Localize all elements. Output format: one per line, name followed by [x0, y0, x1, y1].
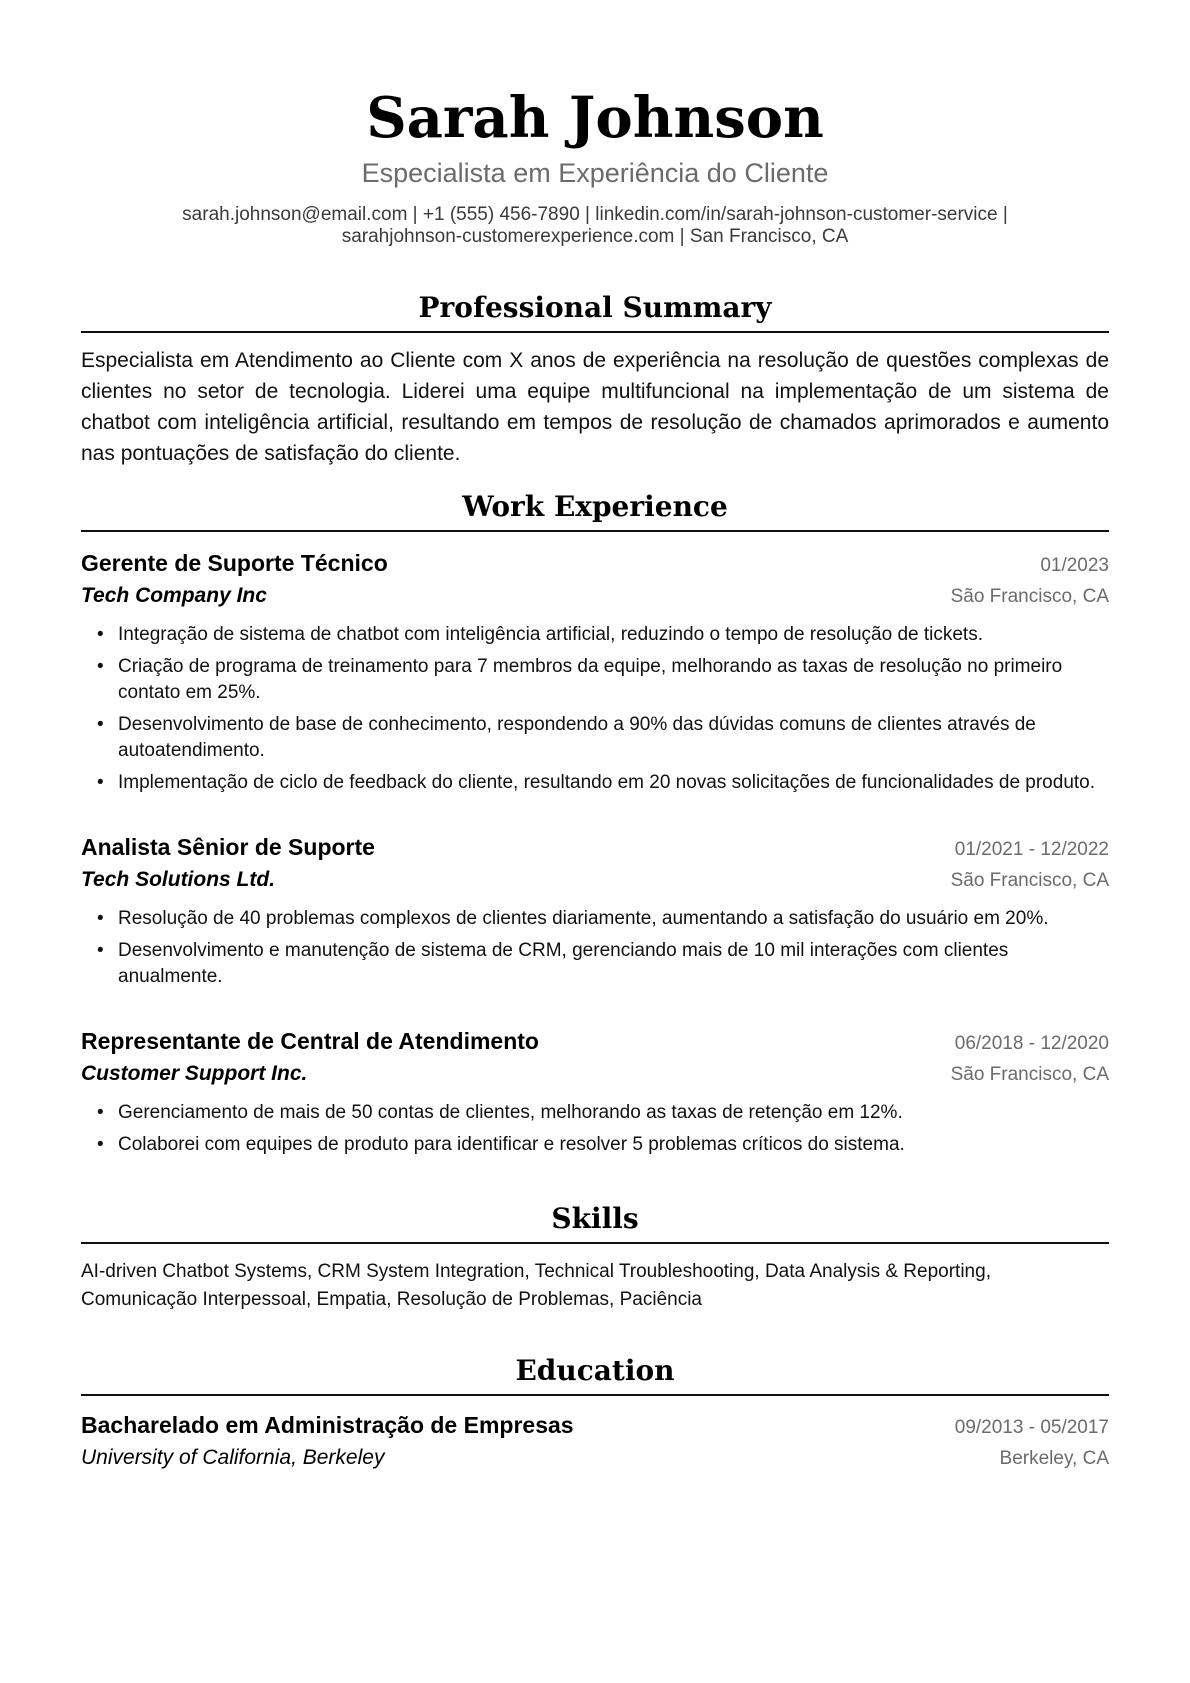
job-date: 06/2018 - 12/2020 — [954, 1033, 1109, 1054]
education-entry — [81, 1410, 1109, 1474]
experience-section — [81, 488, 1109, 1158]
education-heading: Education — [81, 1352, 1109, 1396]
job-location: São Francisco, CA — [950, 586, 1109, 607]
job-location: São Francisco, CA — [950, 870, 1109, 891]
skills-line-1: AI-driven Chatbot Systems, CRM System Integration, Technical Troubleshooting, Data Analysis & Reporting, — [81, 1261, 991, 1282]
education-section — [81, 1352, 1109, 1474]
job-bullet: • Gerenciamento de mais de 50 contas de clientes, melhorando as taxas de retenção em 12%. — [118, 1100, 1109, 1126]
education-school-row — [81, 1443, 1109, 1474]
job-bullet: • Desenvolvimento e manutenção de sistema de CRM, gerenciando mais de 10 mil interações com clientes anualmente. — [118, 938, 1109, 990]
job-entry — [81, 548, 1109, 796]
job-title: Analista Sênior de Suporte — [81, 834, 375, 860]
job-title: Gerente de Suporte Técnico — [81, 550, 388, 576]
job-bullet: • Integração de sistema de chatbot com inteligência artificial, reduzindo o tempo de resolução de tickets. — [118, 622, 1109, 648]
contact-line-2: sarahjohnson-customerexperience.com | San Francisco, CA — [341, 226, 849, 247]
job-company: Customer Support Inc. — [81, 1062, 308, 1085]
skills-list — [81, 1258, 1109, 1314]
job-bullet: • Implementação de ciclo de feedback do cliente, resultando em 20 novas solicitações de funcionalidades de produto. — [118, 770, 1109, 796]
summary-heading: Professional Summary — [81, 289, 1109, 333]
job-header-row — [81, 832, 1109, 865]
job-bullets — [81, 622, 1109, 796]
job-entry — [81, 832, 1109, 990]
job-entry — [81, 1026, 1109, 1158]
job-location: São Francisco, CA — [950, 1064, 1109, 1085]
job-header-row — [81, 548, 1109, 581]
contact-line-1: sarah.johnson@email.com | +1 (555) 456-7890 | linkedin.com/in/sarah-johnson-customer-service | — [182, 204, 1008, 225]
education-location: Berkeley, CA — [999, 1448, 1109, 1469]
degree-title: Bacharelado em Administração de Empresas — [81, 1412, 574, 1438]
job-company: Tech Company Inc — [81, 584, 267, 607]
job-company-row — [81, 1059, 1109, 1090]
skills-section — [81, 1200, 1109, 1314]
job-company-row — [81, 581, 1109, 612]
job-bullets — [81, 1100, 1109, 1158]
resume-header — [81, 0, 1109, 248]
job-date: 01/2023 — [1040, 555, 1109, 576]
job-bullet: • Desenvolvimento de base de conhecimento, respondendo a 90% das dúvidas comuns de clientes através de autoatendimento. — [118, 712, 1109, 764]
summary-section — [81, 289, 1109, 469]
education-date: 09/2013 - 05/2017 — [954, 1417, 1109, 1438]
candidate-name: Sarah Johnson — [366, 85, 824, 151]
job-header-row — [81, 1026, 1109, 1059]
school-name: University of California, Berkeley — [81, 1446, 385, 1469]
education-header-row — [81, 1410, 1109, 1443]
job-title: Representante de Central de Atendimento — [81, 1028, 539, 1054]
job-date: 01/2021 - 12/2022 — [954, 839, 1109, 860]
job-company: Tech Solutions Ltd. — [81, 868, 276, 891]
candidate-headline: Especialista em Experiência do Cliente — [361, 158, 829, 188]
job-bullet: • Colaborei com equipes de produto para identificar e resolver 5 problemas críticos do sistema. — [118, 1132, 1109, 1158]
skills-heading: Skills — [81, 1200, 1109, 1244]
job-bullet: • Criação de programa de treinamento para 7 membros da equipe, melhorando as taxas de resolução no primeiro contato em 25%. — [118, 654, 1109, 706]
contact-info — [81, 204, 1109, 248]
job-bullet: • Resolução de 40 problemas complexos de clientes diariamente, aumentando a satisfação do usuário em 20%. — [118, 906, 1109, 932]
job-company-row — [81, 865, 1109, 896]
job-bullets — [81, 906, 1109, 990]
skills-line-2: Comunicação Interpessoal, Empatia, Resolução de Problemas, Paciência — [81, 1289, 702, 1310]
summary-text: Especialista em Atendimento ao Cliente com X anos de experiência na resolução de questões complexas de clientes no setor de tecnologia. Liderei uma equipe multifuncional na implementação de um sistema de chatbot com inteligência artificial, resultando em tempos de resolução de chamados aprimorados e aumento nas pontuações de satisfação do cliente. — [81, 349, 1109, 465]
experience-heading: Work Experience — [81, 488, 1109, 532]
